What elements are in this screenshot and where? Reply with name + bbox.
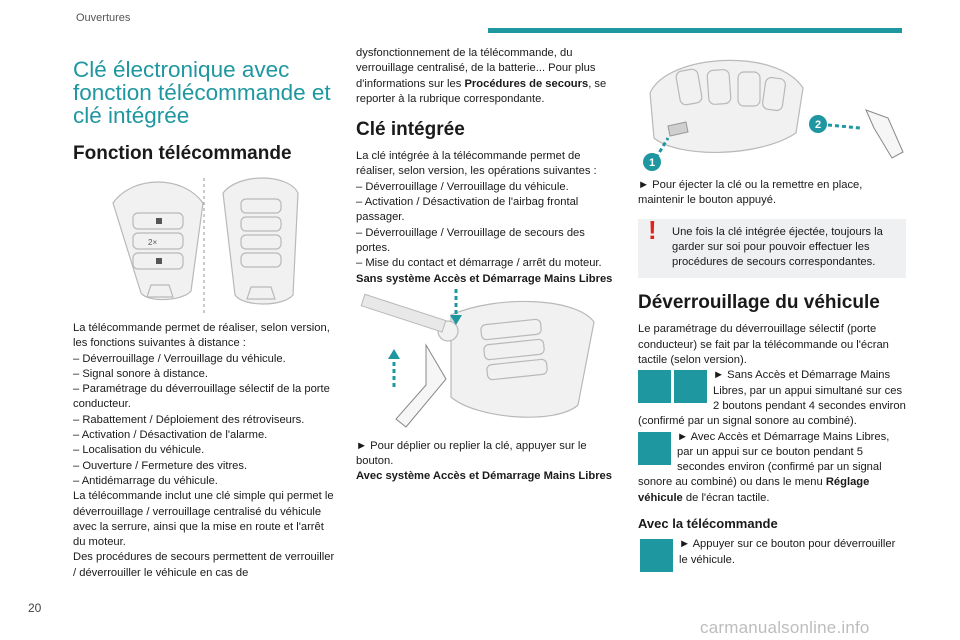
column-2 — [356, 46, 622, 485]
remote-unlock-block — [638, 537, 906, 572]
remote-unlock-text: ► Appuyer sur ce bouton pour déverrouiller le véhicule. — [679, 538, 896, 566]
page-title: Clé électronique avec fonction télécommande et clé intégrée — [73, 57, 331, 128]
fold-instruction: ► Pour déplier ou replier la clé, appuyer sur le bouton. — [356, 439, 587, 468]
warning-box — [638, 214, 906, 279]
column-3 — [638, 46, 906, 572]
column-1 — [73, 46, 335, 581]
horn-label: 2× — [148, 238, 158, 247]
sans-unlock-block — [638, 368, 906, 429]
settings-unlock-icon — [638, 432, 671, 465]
remote-list-item: – Localisation du véhicule. — [73, 444, 205, 457]
simple-key-paragraph: La télécommande inclut une clé simple qui permet le déverrouillage / verrouillage centralisé du véhicule avec la serrure, ainsi que la mise en route et l'arrêt du moteur. — [73, 490, 334, 549]
watermark: carmanualsonline.info — [700, 618, 870, 637]
key-list-item: – Déverrouillage / Verrouillage du véhicule. — [356, 180, 569, 193]
unlock-button-icon — [638, 370, 671, 403]
remote-list-item: – Antidémarrage du véhicule. — [73, 474, 218, 487]
remote-list-item: – Déverrouillage / Verrouillage du véhicule. — [73, 352, 286, 365]
emergency-continued: dysfonctionnement de la télécommande, du verrouillage centralisé, de la batterie... Pour plus d'informations sur les Procédures de secours, se reporter à la rubrique correspondante. — [356, 47, 607, 105]
remote-list-item: – Signal sonore à distance. — [73, 367, 208, 380]
remote-list-item: – Paramétrage du déverrouillage sélectif de la porte conducteur. — [73, 383, 330, 411]
unlock-intro: Le paramétrage du déverrouillage sélectif (porte conducteur) se fait par la télécommande ou l'écran tactile (selon version). — [638, 323, 889, 367]
warning-icon: ! — [648, 214, 657, 245]
avec-unlock-text: ► Avec Accès et Démarrage Mains Libres, par un appui sur ce bouton pendant 5 secondes environ (confirmé par un signal sonore au combiné) ou dans le menu Réglage véhicule de l'écran tactile. — [638, 430, 890, 504]
page-number: 20 — [28, 601, 42, 615]
remote-keys-illustration — [73, 173, 335, 315]
callout-1: 1 — [648, 157, 656, 169]
key-list-item: – Mise du contact et démarrage / arrêt du moteur. — [356, 257, 602, 270]
eject-instruction: ► Pour éjecter la clé ou la remettre en place, maintenir le bouton appuyé. — [638, 179, 863, 207]
remote-intro: La télécommande permet de réaliser, selon version, les fonctions suivantes à distance : — [73, 322, 330, 350]
integrated-key-intro: La clé intégrée à la télécommande permet de réaliser, selon version, les opérations suivantes : — [356, 150, 597, 178]
remote-list-item: – Rabattement / Déploiement des rétroviseurs. — [73, 413, 305, 426]
sans-unlock-text: ► Sans Accès et Démarrage Mains Libres, par un appui simultané sur ces 2 boutons pendant 4 secondes environ (confirmé par un signal sonore au combiné). — [638, 369, 906, 428]
heading-integrated-key: Clé intégrée — [356, 119, 465, 141]
warning-text: Une fois la clé intégrée éjectée, toujours la garder sur soi pour pouvoir effectuer les procédures de secours correspondantes. — [672, 225, 883, 269]
key-list-item: – Déverrouillage / Verrouillage de secours des portes. — [356, 226, 585, 254]
remote-list-item: – Ouverture / Fermeture des vitres. — [73, 459, 248, 472]
key-ejection-illustration — [638, 48, 906, 172]
remote-list-item: – Activation / Désactivation de l'alarme. — [73, 429, 268, 442]
heading-unlocking: Déverrouillage du véhicule — [638, 292, 880, 314]
heading-remote-function: Fonction télécommande — [73, 143, 292, 164]
section-header: Ouvertures — [76, 12, 131, 24]
key-list-item: – Activation / Désactivation de l'airbag frontal passager. — [356, 196, 579, 224]
avec-unlock-block — [638, 430, 906, 506]
unlock-button-icon — [674, 370, 707, 403]
folding-key-illustration — [356, 287, 616, 435]
unlock-button-icon — [640, 539, 673, 572]
sans-mains-libres-heading: Sans système Accès et Démarrage Mains Libres — [356, 272, 613, 285]
header-accent-bar — [488, 28, 902, 33]
heading-with-remote: Avec la télécommande — [638, 516, 778, 532]
avec-mains-libres-heading: Avec système Accès et Démarrage Mains Libres — [356, 470, 612, 483]
emergency-paragraph: Des procédures de secours permettent de verrouiller / déverrouiller le véhicule en cas de — [73, 551, 335, 579]
callout-2: 2 — [814, 119, 822, 131]
